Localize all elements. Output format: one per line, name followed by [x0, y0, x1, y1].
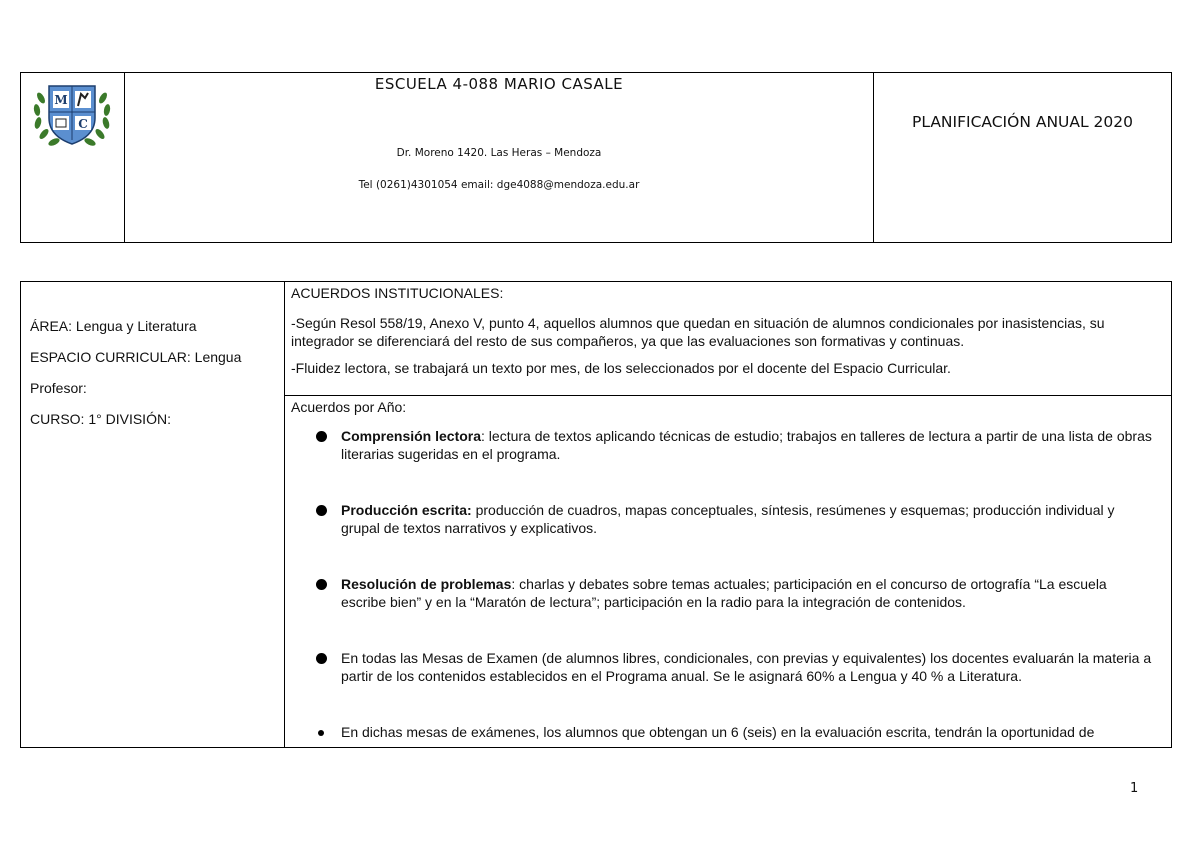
list-item-bold: Producción escrita:: [341, 502, 472, 518]
curso-label: CURSO: 1° DIVISIÓN:: [30, 411, 171, 427]
list-item: [291, 501, 1163, 537]
institutional-paragraph-2: -Fluidez lectora, se trabajará un texto por mes, de los seleccionados por el docente del Espacio Curricular.: [291, 360, 951, 376]
bullet-icon: [318, 730, 324, 736]
plan-title: PLANIFICACIÓN ANUAL 2020: [911, 113, 1134, 131]
bullet-icon: [316, 505, 327, 516]
institutional-title: ACUERDOS INSTITUCIONALES:: [291, 285, 504, 301]
list-item-text: En todas las Mesas de Examen (de alumnos libres, condicionales, con previas y equivalentes) los docentes evaluarán la materia a partir de los contenidos establecidos en el Programa anual. Se le asignará 60% a Lengua y 40 % a Literatura.: [341, 650, 1152, 684]
list-item-text: En dichas mesas de exámenes, los alumnos que obtengan un 6 (seis) en la evaluación escrita, tendrán la oportunidad de: [341, 724, 1095, 740]
school-contact: Tel (0261)4301054 email: dge4088@mendoza.edu.ar: [358, 179, 640, 191]
year-agreements-title: Acuerdos por Año:: [291, 399, 407, 415]
logo-letter-c: C: [78, 117, 88, 131]
agreements-cell: [285, 282, 1171, 747]
header-table: [20, 72, 1172, 243]
list-item-bold: Resolución de problemas: [341, 576, 512, 592]
espacio-label: ESPACIO CURRICULAR: Lengua: [30, 349, 242, 365]
course-info-cell: [21, 282, 285, 747]
plan-title-cell: [874, 73, 1171, 242]
institutional-agreements: [285, 282, 1171, 396]
list-item-text: producción de cuadros, mapas conceptuales, síntesis, resúmenes y esquemas; producción individual y grupal de textos narrativos y explicativos.: [341, 502, 1115, 536]
list-item: [291, 723, 1163, 741]
list-item: [291, 575, 1163, 611]
page-number: 1: [1130, 781, 1139, 796]
plan-table: [20, 281, 1172, 748]
bullet-icon: [316, 579, 327, 590]
logo-cell: [21, 73, 125, 242]
list-item: [291, 427, 1163, 463]
school-info-cell: [125, 73, 874, 242]
profesor-label: Profesor:: [30, 380, 87, 396]
school-logo: [31, 78, 113, 150]
area-label: ÁREA: Lengua y Literatura: [30, 318, 197, 334]
list-item-text: : charlas y debates sobre temas actuales; participación en el concurso de ortografía “La escuela escribe bien” y en la “Maratón de lectura”; participación en la radio para la integración de contenidos.: [341, 576, 1107, 610]
school-name: ESCUELA 4-088 MARIO CASALE: [374, 75, 624, 93]
institutional-paragraph-1: -Según Resol 558/19, Anexo V, punto 4, aquellos alumnos que quedan en situación de alumnos condicionales por inasistencias, su integrador se diferenciará del resto de sus compañeros, ya que las evaluaciones son formativas y continuas.: [291, 315, 1105, 349]
year-agreements: [285, 396, 1171, 741]
bullet-icon: [316, 653, 327, 664]
list-item: [291, 649, 1163, 685]
list-item-text: : lectura de textos aplicando técnicas de estudio; trabajos en talleres de lectura a partir de una lista de obras literarias sugeridas en el programa.: [341, 428, 1152, 462]
list-item-bold: Comprensión lectora: [341, 428, 482, 444]
bullet-icon: [316, 431, 327, 442]
logo-letter-m: M: [54, 93, 68, 107]
school-address: Dr. Moreno 1420. Las Heras – Mendoza: [396, 147, 602, 159]
